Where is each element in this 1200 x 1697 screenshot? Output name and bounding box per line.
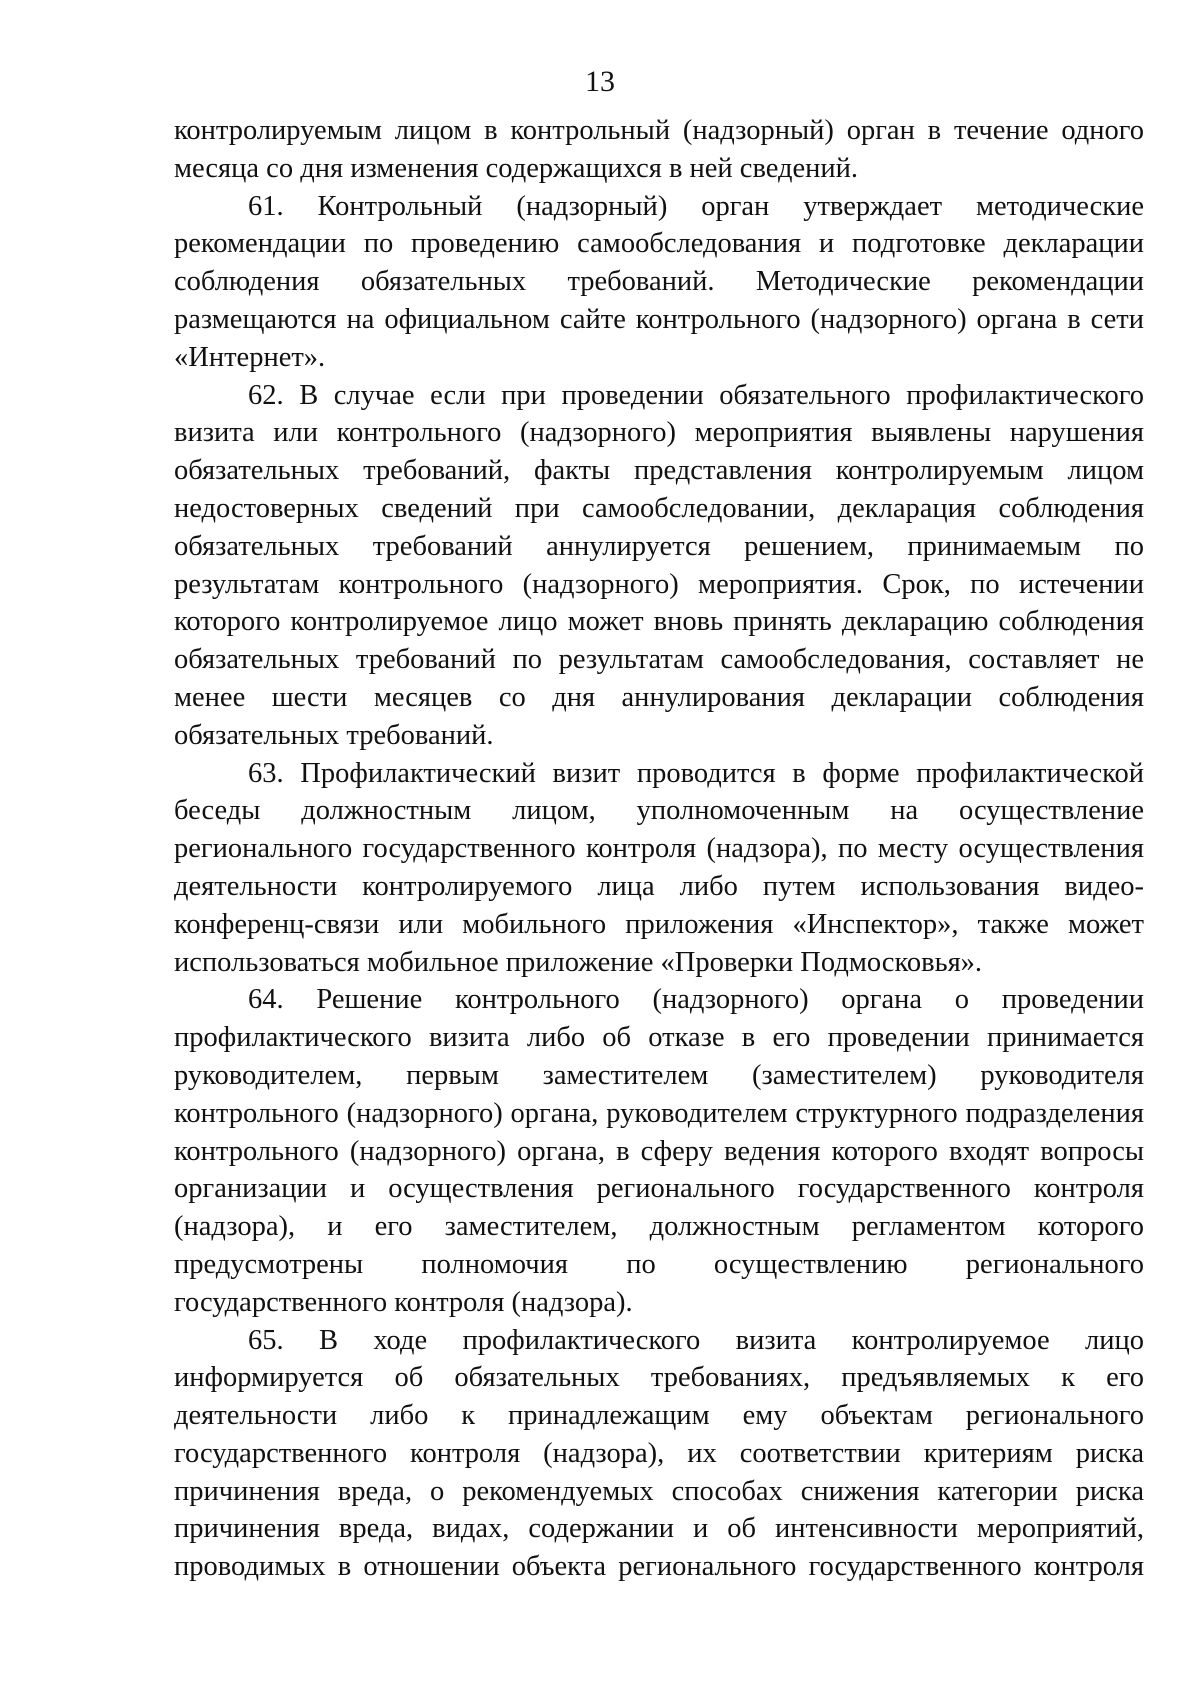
document-body xyxy=(174,112,1144,1586)
page-number: 13 xyxy=(585,65,615,98)
paragraph-61: 61. Контрольный (надзорный) орган утверждает методические рекомендации по проведению самообследования и подготовке декларации соблюдения обязательных требований. Методические рекомендации размещаются на официальном сайте контрольного (надзорного) органа в сети «Интернет». xyxy=(174,190,1144,373)
paragraph-64: 64. Решение контрольного (надзорного) органа о проведении профилактического визита либо об отказе в его проведении принимается руководителем, первым заместителем (заместителем) руководителя контрольного (надзорного) органа, руководителем структурного подразделения контрольного (надзорного) органа, в сферу ведения которого входят вопросы организации и осуществления регионального государственного контроля (надзора), и его заместителем, должностным регламентом которого предусмотрены полномочия по осуществлению регионального государственного контроля (надзора). xyxy=(174,984,1144,1318)
paragraph-65: 65. В ходе профилактического визита контролируемое лицо информируется об обязательных требованиях, предъявляемых к его деятельности либо к принадлежащим ему объектам регионального государственного контроля (надзора), их соответствии критериям риска причинения вреда, о рекомендуемых способах снижения категории риска причинения вреда, видах, содержании и об интенсивности мероприятий, проводимых в отношении объекта регионального государственного контроля xyxy=(174,1324,1144,1583)
paragraph-62: 62. В случае если при проведении обязательного профилактического визита или контрольного (надзорного) мероприятия выявлены нарушения обязательных требований, факты представления контролируемым лицом недостоверных сведений при самообследовании, декларация соблюдения обязательных требований аннулируется решением, принимаемым по результатам контрольного (надзорного) мероприятия. Срок, по истечении которого контролируемое лицо может вновь принять декларацию соблюдения обязательных требований по результатам самообследования, составляет не менее шести месяцев со дня аннулирования декларации соблюдения обязательных требований. xyxy=(174,379,1144,751)
paragraph-63: 63. Профилактический визит проводится в форме профилактической беседы должностным лицом, уполномоченным на осуществление регионального государственного контроля (надзора), по месту осуществления деятельности контролируемого лица либо путем использования видео-конференц-связи или мобильного приложения «Инспектор», также может использоваться мобильное приложение «Проверки Подмосковья». xyxy=(174,757,1144,978)
paragraph-continuation: контролируемым лицом в контрольный (надзорный) орган в течение одного месяца со дня изменения содержащихся в ней сведений. xyxy=(174,115,1144,184)
